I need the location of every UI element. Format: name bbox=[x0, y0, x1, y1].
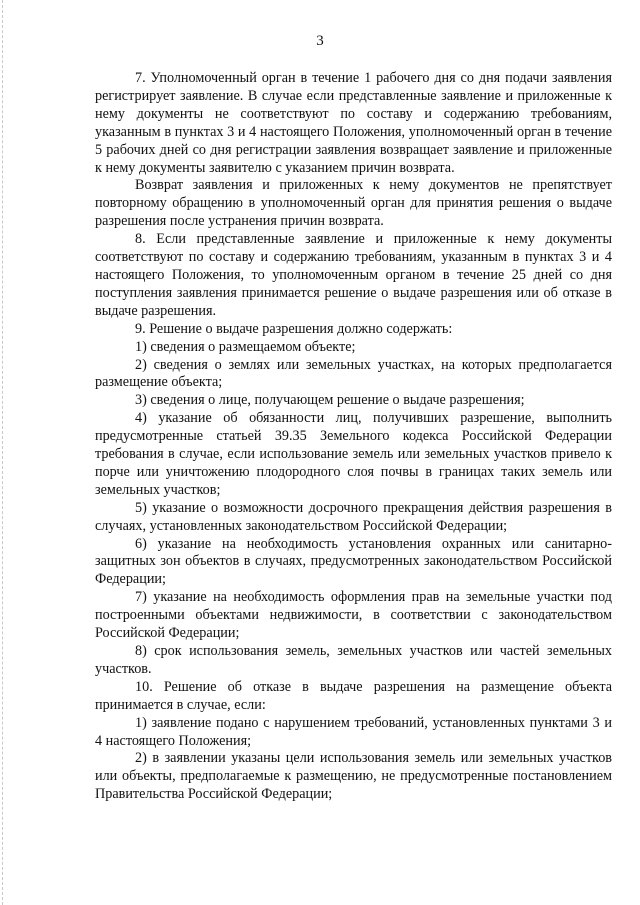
list-item-10-1: 1) заявление подано с нарушением требований, установленных пунктами 3 и 4 настоящего Положения; bbox=[95, 714, 612, 749]
list-item-9-1: 1) сведения о размещаемом объекте; bbox=[135, 338, 356, 355]
list-item-9-5: 5) указание о возможности досрочного прекращения действия разрешения в случаях, установленных законодательством Российской Федерации; bbox=[95, 499, 612, 534]
list-item-9-7: 7) указание на необходимость оформления прав на земельные участки под построенными объектами недвижимости, в соответствии с законодательством Российской Федерации; bbox=[95, 589, 612, 642]
list-item-10-2: 2) в заявлении указаны цели использования земель или земельных участков или объекты, предполагаемые к размещению, не предусмотренные постановлением Правительства Российской Федерации; bbox=[95, 750, 612, 803]
list-item-9-6: 6) указание на необходимость установления охранных или санитарно-защитных зон объектов в случаях, предусмотренных законодательством Российской Федерации; bbox=[95, 535, 612, 588]
paragraph-7: 7. Уполномоченный орган в течение 1 рабочего дня со дня подачи заявления регистрирует заявление. В случае если представленные заявление и приложенные к нему документы не соответствуют по составу и содержанию требованиям, указанным в пунктах 3 и 4 настоящего Положения, уполномоченный орган в течение 5 рабочих дней со дня регистрации заявления возвращает заявление и приложенные к нему документы заявителю с указанием причин возврата. bbox=[95, 70, 612, 176]
page-number: 3 bbox=[316, 33, 324, 49]
list-item-9-2: 2) сведения о землях или земельных участках, на которых предполагается размещение объекта; bbox=[95, 356, 612, 391]
list-item-9-3: 3) сведения о лице, получающем решение о выдаче разрешения; bbox=[135, 392, 525, 409]
list-item-9-4: 4) указание об обязанности лиц, получивших разрешение, выполнить предусмотренные статьей 39.35 Земельного кодекса Российской Федерации требования в случае, если использование земель или земельных участков привело к порче или уничтожению плодородного слоя почвы в границах таких земель или земельных участков; bbox=[95, 410, 612, 498]
paragraph-8: 8. Если представленные заявление и приложенные к нему документы соответствуют по составу и содержанию требованиям, указанным в пунктах 3 и 4 настоящего Положения, то уполномоченным органом в течение 25 дней со дня поступления заявления принимается решение о выдаче разрешения или об отказе в выдаче разрешения. bbox=[95, 231, 612, 319]
paragraph-return: Возврат заявления и приложенных к нему документов не препятствует повторному обращению в уполномоченный орган для принятия решения о выдаче разрешения после устранения причин возврата. bbox=[95, 177, 612, 230]
paragraph-10: 10. Решение об отказе в выдаче разрешения на размещение объекта принимается в случае, если: bbox=[95, 678, 612, 713]
document-body bbox=[95, 70, 612, 804]
list-item-9-8: 8) срок использования земель, земельных участков или частей земельных участков. bbox=[95, 643, 612, 677]
scan-edge-line bbox=[2, 0, 4, 905]
paragraph-9: 9. Решение о выдаче разрешения должно содержать: bbox=[135, 320, 453, 337]
